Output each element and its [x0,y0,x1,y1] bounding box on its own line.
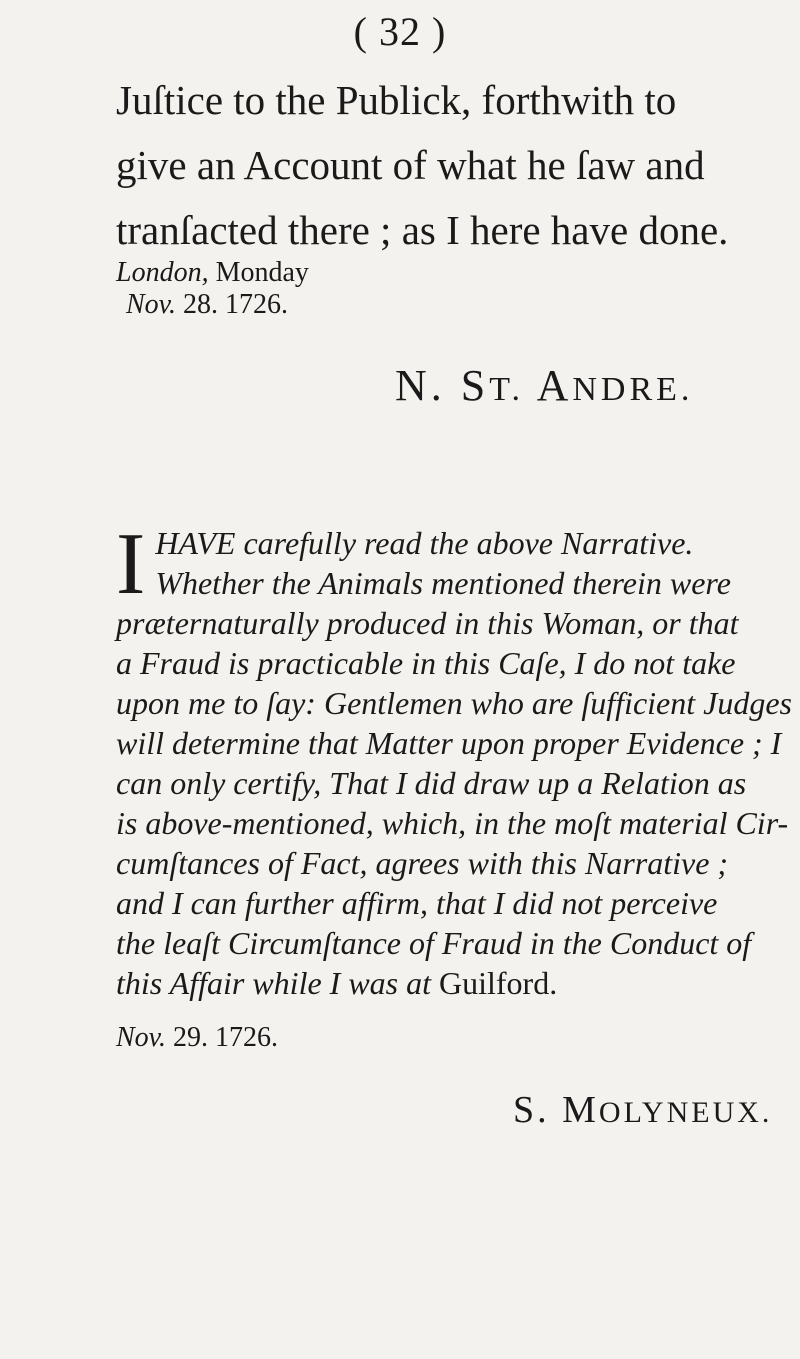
signature-molyneux [513,1088,772,1132]
signature-part: N. S [395,361,490,410]
date-rest: 28. 1726. [176,289,289,320]
signature-part: A [524,361,573,410]
paragraph-line: give an Account of what he ſaw and [116,142,705,188]
drop-cap: I [116,516,146,613]
certificate-line-last [116,963,796,1003]
page-number: ( 32 ) [353,9,447,54]
closing-paragraph [116,68,796,263]
signature-st-andre [395,360,693,411]
certificate-line: the leaſt Circumſtance of Fraud in the Conduct of [116,925,752,961]
certificate-line: HAVE carefully read the above Narrative. [155,525,694,561]
certificate-line: Whether the Animals mentioned therein were [155,565,731,601]
signature-part: S. M [513,1089,599,1131]
certificate-line: cumſtances of Fact, agrees with this Narrative ; [116,845,729,881]
weekday: Monday [208,257,309,288]
paragraph-line: tranſacted there ; as I here have done. [116,207,729,253]
last-line-italic: this Affair while I was at [116,965,439,1001]
month: Nov. [126,289,177,320]
certificate-paragraph [116,516,796,1003]
dateline [116,257,309,321]
month: Nov. [116,1022,167,1053]
certificate-line: upon me to ſay: Gentlemen who are ſufficient Judges [116,685,792,721]
dateline-date [116,289,309,321]
certificate-line: can only certify, That I did draw up a Relation as [116,765,747,801]
certificate-line: and I can further affirm, that I did not perceive [116,885,718,921]
certificate-line: is above-mentioned, which, in the moſt material Cir- [116,805,789,841]
certificate-line: a Fraud is practicable in this Caſe, I do not take [116,645,736,681]
certificate-line: will determine that Matter upon proper Evidence ; I [116,725,782,761]
signature-part: NDRE. [572,371,694,408]
signature-part: OLYNEUX. [598,1096,773,1129]
signature-part: T. [489,371,524,408]
place-name: London, [116,257,209,288]
dateline-place [116,257,309,289]
paragraph-line: Juſtice to the Publick, forthwith to [116,77,677,123]
date-rest: 29. 1726. [166,1022,279,1053]
place-guilford: Guilford. [439,965,558,1001]
certificate-date [116,1022,278,1054]
certificate-line: præternaturally produced in this Woman, or that [116,605,739,641]
